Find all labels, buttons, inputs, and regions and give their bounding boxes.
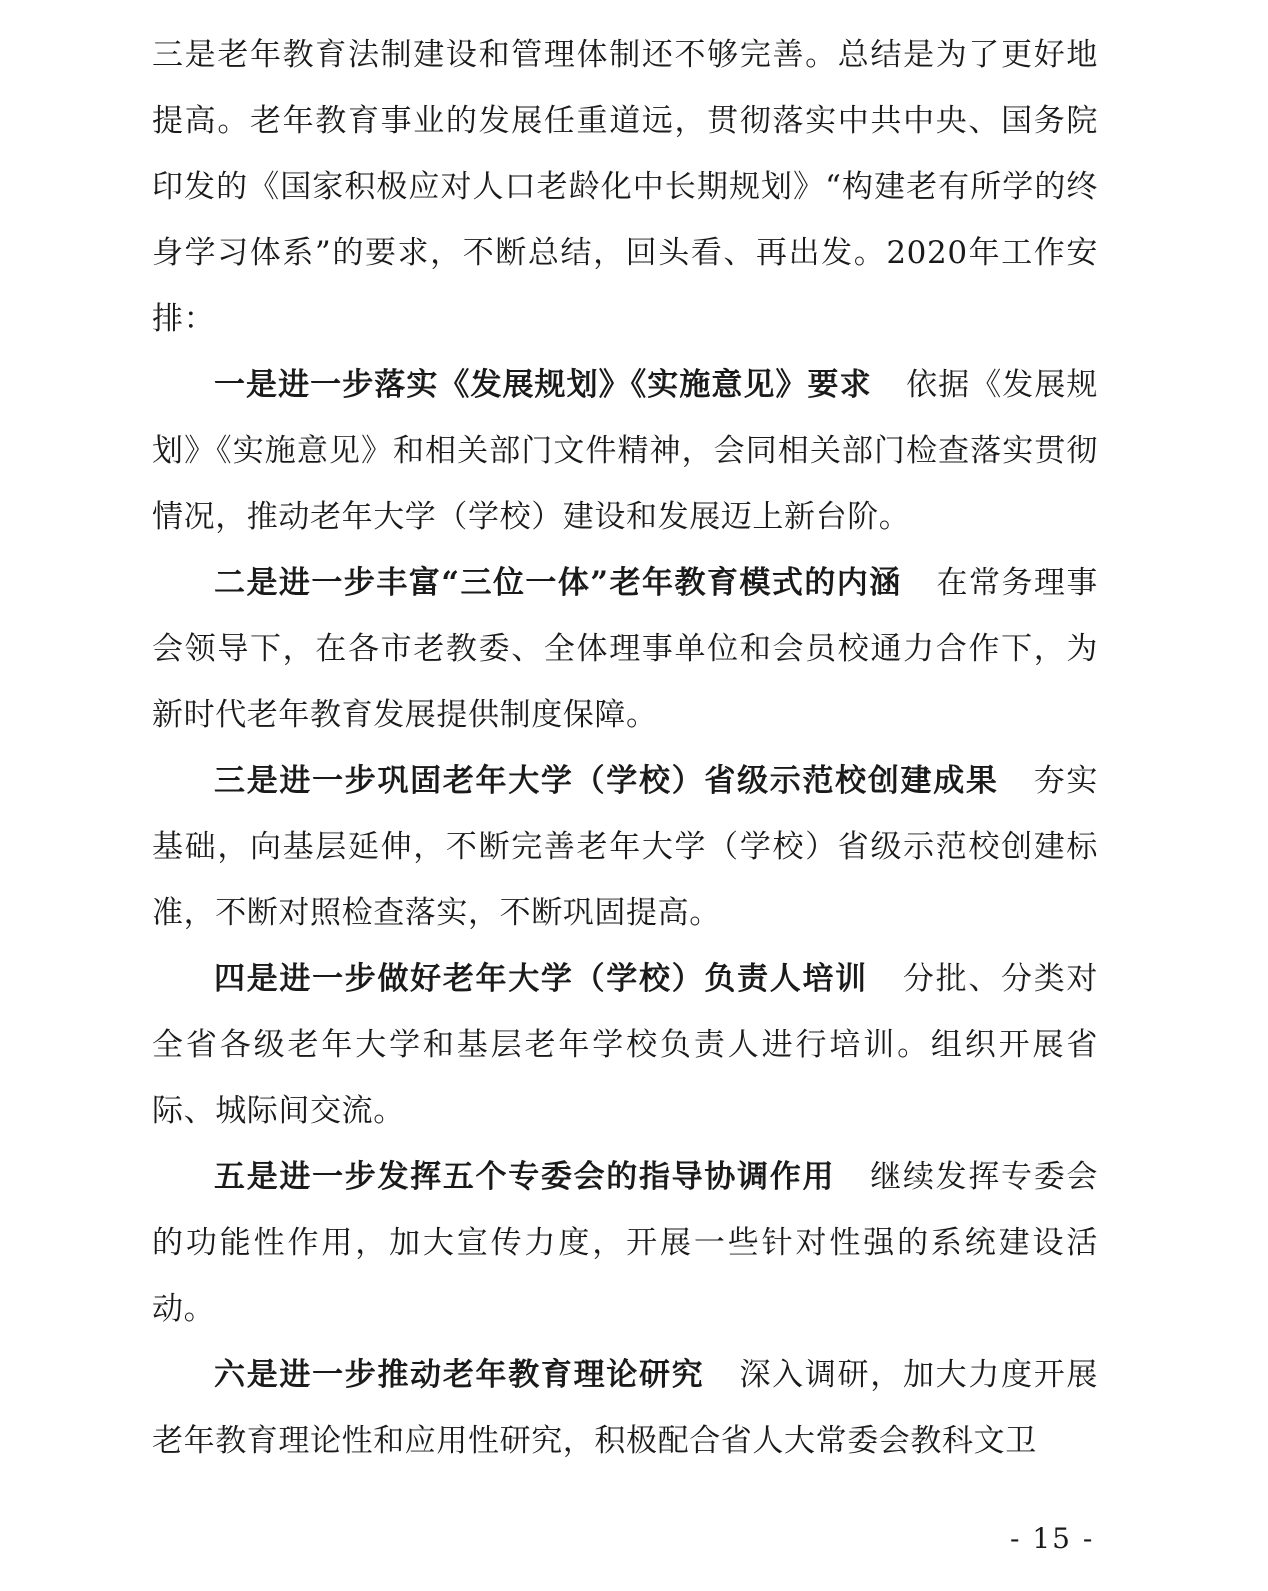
work-item-body: 依据《发展规划》《实施意见》和相关部门文件精神，会同相关部门检查落实贯彻情况，推动老年大学（学校）建设和发展迈上新台阶。: [152, 367, 1098, 535]
work-item-heading: 四是进一步做好老年大学（学校）负责人培训: [214, 961, 868, 997]
intro-paragraph: 三是老年教育法制建设和管理体制还不够完善。总结是为了更好地提高。老年教育事业的发展任重道远，贯彻落实中共中央、国务院印发的《国家积极应对人口老龄化中长期规划》“构建老有所学的终身学习体系”的要求，不断总结，回头看、再出发。2020年工作安排：: [152, 37, 1098, 337]
work-item-heading: 六是进一步推动老年教育理论研究: [214, 1357, 705, 1393]
work-item-6: [152, 1342, 1098, 1474]
work-item-body: 夯实基础，向基层延伸，不断完善老年大学（学校）省级示范校创建标准，不断对照检查落实，不断巩固提高。: [152, 763, 1098, 931]
work-item-body: 在常务理事会领导下，在各市老教委、全体理事单位和会员校通力合作下，为新时代老年教育发展提供制度保障。: [152, 565, 1098, 733]
work-item-1: [152, 352, 1098, 550]
work-item-4: [152, 946, 1098, 1144]
work-item-5: [152, 1144, 1098, 1342]
work-item-heading: 一是进一步落实《发展规划》《实施意见》要求: [214, 367, 872, 403]
work-item-body: 继续发挥专委会的功能性作用，加大宣传力度，开展一些针对性强的系统建设活动。: [152, 1159, 1098, 1327]
work-item-heading: 五是进一步发挥五个专委会的指导协调作用: [214, 1159, 836, 1195]
document-page: [152, 22, 1098, 1474]
page-number: - 15 -: [1010, 1522, 1095, 1555]
work-item-heading: 三是进一步巩固老年大学（学校）省级示范校创建成果: [214, 763, 999, 799]
work-item-heading: 二是进一步丰富“三位一体”老年教育模式的内涵: [214, 565, 902, 601]
work-item-body: 深入调研，加大力度开展老年教育理论性和应用性研究，积极配合省人大常委会教科文卫: [152, 1357, 1099, 1459]
work-item-3: [152, 748, 1098, 946]
work-item-body: 分批、分类对全省各级老年大学和基层老年学校负责人进行培训。组织开展省际、城际间交流。: [152, 961, 1098, 1129]
work-item-2: [152, 550, 1098, 748]
